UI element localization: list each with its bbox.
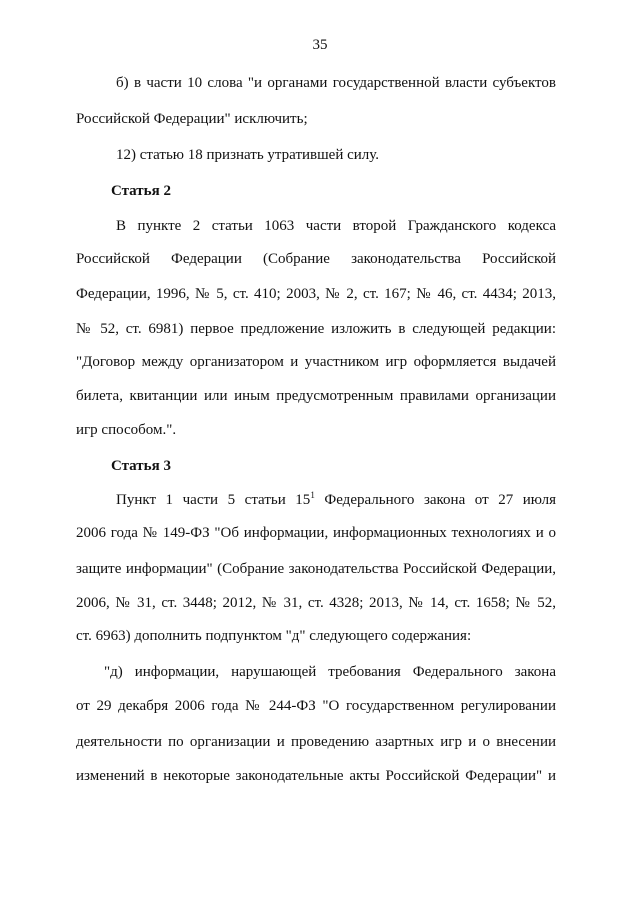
paragraph-line: 12) статью 18 признать утратившей силу. — [116, 147, 380, 163]
superscript: 1 — [310, 490, 315, 500]
paragraph-line: 2006, № 31, ст. 3448; 2012, № 31, ст. 4328; 2013, № 14, ст. 1658; № 52, — [76, 595, 556, 611]
paragraph-line: В пункте 2 статьи 1063 части второй Гражданского кодекса — [116, 218, 556, 234]
paragraph-line: деятельности по организации и проведению азартных игр и о внесении — [76, 734, 556, 750]
paragraph-line: изменений в некоторые законодательные акты Российской Федерации" и — [76, 768, 556, 784]
paragraph-line: "д) информации, нарушающей требования Федерального закона — [104, 664, 556, 680]
page-number: 35 — [312, 37, 328, 53]
paragraph-line: Федерации, 1996, № 5, ст. 410; 2003, № 2, ст. 167; № 46, ст. 4434; 2013, — [76, 286, 556, 302]
paragraph-line: б) в части 10 слова "и органами государственной власти субъектов — [116, 75, 556, 91]
paragraph-line: билета, квитанции или иным предусмотренным правилами организации — [76, 388, 556, 404]
paragraph-line: от 29 декабря 2006 года № 244-ФЗ "О государственном регулировании — [76, 698, 556, 714]
paragraph-text: Федерального закона от 27 июля — [324, 492, 557, 508]
article-heading: Статья 3 — [111, 458, 171, 474]
paragraph-line: игр способом.". — [76, 422, 177, 438]
paragraph-line: 2006 года № 149-ФЗ "Об информации, информационных технологиях и о — [76, 525, 556, 541]
article-heading: Статья 2 — [111, 183, 171, 199]
paragraph-line: Российской Федерации (Собрание законодательства Российской — [76, 251, 556, 267]
paragraph-line: Российской Федерации" исключить; — [76, 111, 308, 127]
paragraph-line — [116, 491, 556, 509]
paragraph-line: № 52, ст. 6981) первое предложение изложить в следующей редакции: — [76, 321, 556, 337]
paragraph-text: Пункт 1 части 5 статьи 15 — [116, 492, 311, 508]
paragraph-line: ст. 6963) дополнить подпунктом "д" следующего содержания: — [76, 628, 472, 644]
paragraph-line: "Договор между организатором и участником игр оформляется выдачей — [76, 354, 556, 370]
paragraph-line: защите информации" (Собрание законодательства Российской Федерации, — [76, 561, 556, 577]
